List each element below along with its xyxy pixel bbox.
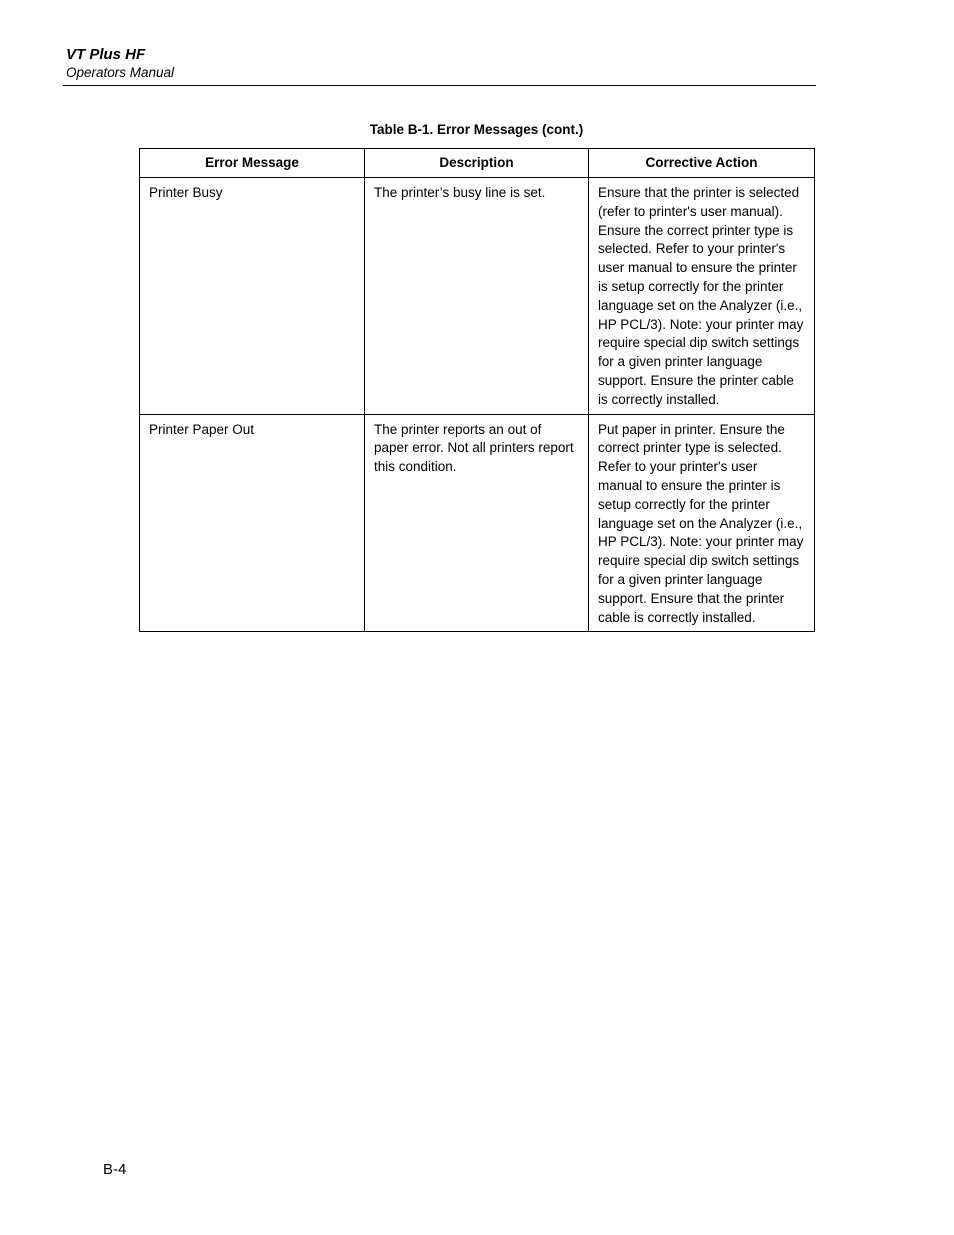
table-row bbox=[140, 178, 815, 415]
column-header-description: Description bbox=[365, 149, 589, 178]
corrective-action-cell: Ensure that the printer is selected (refer to printer's user manual). Ensure the correct printer type is selected. Refer to your printer's user manual to ensure the printer is setup correctly for the printer language set on the Analyzer (i.e., HP PCL/3). Note: your printer may require special dip switch settings for a given printer language support. Ensure the printer cable is correctly installed. bbox=[589, 178, 815, 415]
document-title: VT Plus HF bbox=[66, 46, 146, 63]
error-messages-table bbox=[139, 148, 815, 632]
column-header-corrective-action: Corrective Action bbox=[589, 149, 815, 178]
document-subtitle: Operators Manual bbox=[66, 65, 175, 80]
table-row bbox=[140, 414, 815, 632]
corrective-action-cell: Put paper in printer. Ensure the correct printer type is selected. Refer to your printer's user manual to ensure the printer is setup correctly for the printer language set on the Analyzer (i.e., HP PCL/3). Note: your printer may require special dip switch settings for a given printer language support. Ensure that the printer cable is correctly installed. bbox=[589, 414, 815, 632]
running-header bbox=[66, 45, 816, 81]
column-header-error-message: Error Message bbox=[140, 149, 365, 178]
error-message-cell: Printer Paper Out bbox=[140, 414, 365, 632]
description-cell: The printer’s busy line is set. bbox=[365, 178, 589, 415]
header-divider bbox=[63, 85, 816, 86]
error-message-cell: Printer Busy bbox=[140, 178, 365, 415]
page-number: B-4 bbox=[103, 1161, 127, 1178]
description-cell: The printer reports an out of paper error. Not all printers report this condition. bbox=[365, 414, 589, 632]
table-header-row bbox=[140, 149, 815, 178]
table-caption: Table B-1. Error Messages (cont.) bbox=[369, 122, 584, 137]
